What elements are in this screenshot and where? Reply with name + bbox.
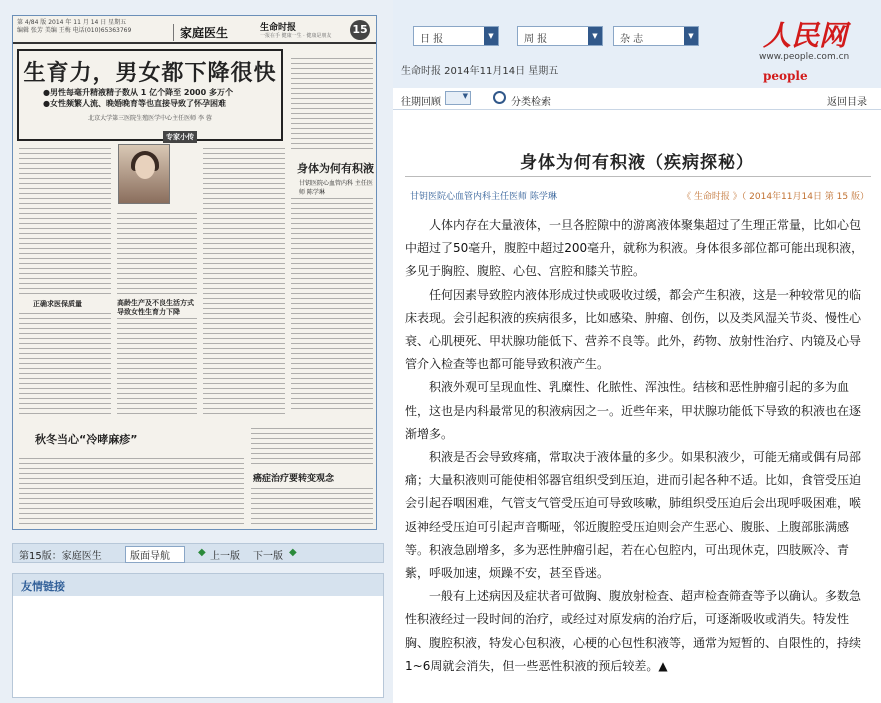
title-divider [405, 176, 871, 177]
back-issue-picker[interactable]: ▼ [445, 91, 471, 105]
text-column [19, 311, 111, 416]
weekly-select-label: 周 报 [524, 34, 548, 45]
toolbar [393, 88, 881, 110]
next-arrow-icon[interactable]: ◆ [289, 547, 297, 558]
text-column [117, 316, 197, 416]
article-paragraph: 人体内存在大量液体，一旦各腔隙中的游离液体聚集超过了生理正常量，比如心包中超过了50毫升，腹腔中超过200毫升，就称为积液。身体很多部位都可能出现积液，多见于胸腔、腹腔、心包、宫腔和膝关节腔。 [405, 218, 864, 279]
newspaper-brand: 生命时报 [260, 23, 297, 33]
friend-links-heading: 友情链接 [13, 574, 383, 596]
prev-page-link[interactable]: 上一版 [210, 551, 240, 562]
chevron-down-icon[interactable]: ▼ [484, 27, 498, 45]
newspaper-meta [17, 19, 137, 35]
text-column [251, 486, 373, 526]
meta-line-1: 第 4/84 版 2014 年 11 月 14 日 星期五 [17, 19, 127, 26]
article-author: 甘钥医院心血管内科主任医师 陈学琳 [410, 192, 557, 202]
chevron-down-icon[interactable]: ▼ [588, 27, 602, 45]
meta-line-2: 编辑 张芳 美编 王梅 电话(010)65363769 [17, 27, 132, 34]
cancer-article-title[interactable]: 癌症治疗要转变观念 [253, 474, 335, 484]
column-heading: 正确求医保质量 [33, 300, 82, 308]
chevron-down-icon[interactable]: ▼ [684, 27, 698, 45]
text-column [19, 456, 244, 526]
daily-select-label: 日 报 [420, 34, 444, 45]
side-article-byline: 甘钥医院心血管内科 主任医师 陈学琳 [299, 180, 373, 196]
text-column [117, 211, 197, 296]
prev-arrow-icon[interactable]: ◆ [198, 547, 206, 558]
daily-select[interactable] [413, 26, 499, 46]
text-column [291, 56, 373, 151]
article-paragraph: 积液外观可呈现血性、乳糜性、化脓性、浑浊性。结核和恶性肿瘤引起的多为血性，这也是内科最常见的积液病因之一。近些年来，甲状腺功能低下导致的积液也在逐渐增多。 [405, 380, 862, 441]
category-search-link[interactable]: 分类检索 [511, 97, 551, 108]
top-bar [393, 0, 881, 88]
headline-byline: 北京大学第三医院生殖医学中心主任医师 李 蓉 [88, 115, 212, 122]
author-photo [118, 144, 170, 204]
article-title: 身体为何有积液（疾病探秘） [520, 153, 754, 173]
left-panel [0, 0, 393, 703]
text-column [203, 146, 285, 416]
people-logo[interactable] [763, 14, 881, 87]
newspaper-brand-sub: 一报在手 健康一生 · 健康是朋友 [260, 33, 332, 39]
section-name: 家庭医生 [173, 24, 228, 41]
logo-text: 人民网 [763, 19, 848, 52]
column-heading: 高龄生产及不良生活方式导致女性生育力下降 [117, 299, 194, 316]
article-paragraph: 积液是否会导致疼痛，常取决于液体量的多少。如果积液少，可能无痛或偶有局部痛；大量积液则可能使相邻器官组织受到压迫，进而引起各种不适。比如，食管受压迫会引起吞咽困难，气管支气管受压迫可导致咳嗽，肺组织受压迫后会出现呼吸困难，喉返神经受压迫可引起声音嘶哑，邻近腹腔受压迫则会产生恶心、腹胀、上腹部胀满感等。积液急剧增多，多为恶性肿瘤引起，若在心包腔内，可出现休克，四肢厥冷、青紫，呼吸加速，烦躁不安，甚至昏迷。 [405, 450, 862, 581]
issue-line: 生命时报 2014年11月14日 星期五 [401, 66, 559, 77]
site-url: www.people.com.cn [759, 52, 850, 62]
friend-links-panel [12, 573, 384, 698]
autumn-article-title[interactable]: 秋冬当心“冷哮麻疹” [35, 433, 138, 446]
expert-label: 专家小传 [163, 131, 197, 143]
subhead-2: ●女性频繁人流、晚婚晚育等也直接导致了怀孕困难 [43, 99, 226, 108]
search-icon[interactable] [493, 91, 506, 104]
side-article-title[interactable]: 身体为何有积液 [297, 162, 374, 175]
text-column [251, 426, 373, 466]
next-page-link[interactable]: 下一版 [253, 551, 283, 562]
weekly-select[interactable] [517, 26, 603, 46]
subhead-1: ●男性每毫升精液精子数从 1 亿个降至 2000 多万个 [43, 88, 233, 97]
article-body [405, 214, 871, 678]
page-navigation [12, 543, 384, 563]
article-paragraph: 一般有上述病因及症状者可做胸、腹放射检查、超声检查筛查等予以确认。多数急性积液经过一段时间的治疗，或经过对原发病的治疗后，可逐渐吸收或消失。特发性胸、腹腔积液，特发心包积液，心梗的心包性积液等，通常为短暂的、自限性的，持续1~6周就会消失，但一些恶性积液的预后较差。▲ [405, 589, 862, 673]
newspaper-header [13, 16, 376, 44]
current-page-label: 第15版：家庭医生 [19, 551, 102, 562]
headline-box[interactable] [17, 49, 283, 141]
text-column [19, 146, 111, 296]
newspaper-page-image[interactable] [12, 15, 377, 530]
page-select[interactable]: 版面导航 [125, 546, 185, 563]
logo-suffix: people [763, 69, 808, 83]
page-number-badge: 15 [350, 20, 370, 40]
magazine-select-label: 杂 志 [620, 34, 644, 45]
headline: 生育力，男女都下降很快 [23, 61, 277, 86]
article-paragraph: 任何因素导致腔内液体形成过快或吸收过缓，都会产生积液，这是一种较常见的临床表现。会引起积液的疾病很多，比如感染、肿瘤、创伤，以及类风湿关节炎、慢性心衰、心肌梗死、甲状腺功能低下、营养不良等。此外，药物、放射性治疗、内镜及心导管介入检查等也都可能导致积液产生。 [405, 287, 862, 372]
back-to-directory-link[interactable]: 返回目录 [827, 97, 867, 108]
back-issue-label: 往期回顾 [401, 97, 441, 108]
magazine-select[interactable] [613, 26, 699, 46]
article-source: 《 生命时报 》（ 2014年11月14日 第 15 版） [682, 192, 869, 202]
text-column [291, 196, 373, 411]
